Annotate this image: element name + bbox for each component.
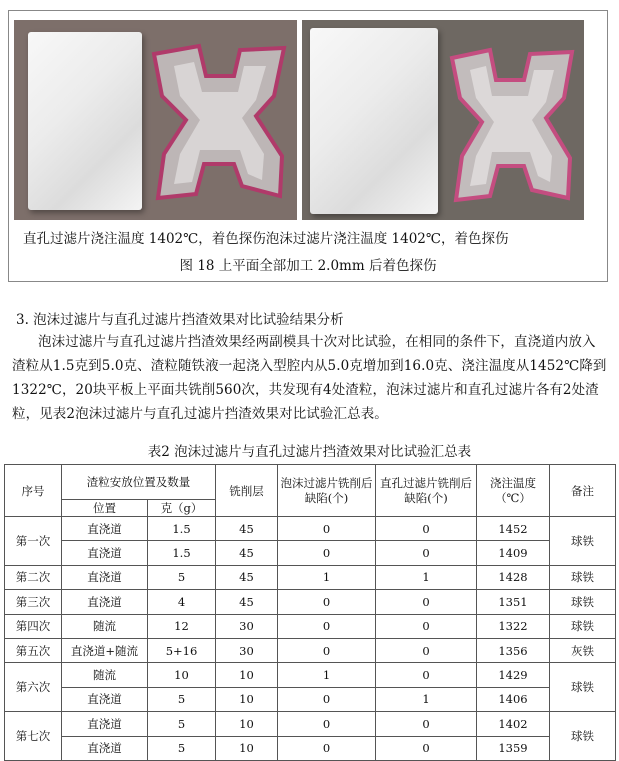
cell-foam-defect: 0 [278, 736, 376, 760]
cell-milling: 30 [216, 638, 278, 662]
header-slag-group: 渣粒安放位置及数量 [62, 465, 216, 500]
photo-straight-hole-filter-casting [14, 20, 297, 220]
table-row [5, 614, 616, 638]
cell-straight-defect: 0 [376, 590, 477, 614]
cell-temp: 1428 [477, 565, 550, 589]
plate-slab [310, 28, 438, 214]
table-row [5, 736, 616, 760]
cell-seq: 第五次 [5, 638, 62, 662]
header-note: 备注 [550, 465, 616, 517]
plate-slab [28, 32, 142, 210]
x-shaped-casting [144, 36, 294, 216]
cell-seq: 第二次 [5, 565, 62, 589]
table-row [5, 687, 616, 711]
cell-grams: 5 [148, 712, 216, 736]
cell-temp: 1402 [477, 712, 550, 736]
header-position: 位置 [62, 500, 148, 517]
cell-note: 球铁 [550, 663, 616, 712]
cell-foam-defect: 0 [278, 614, 376, 638]
table-row [5, 517, 616, 541]
header-seq: 序号 [5, 465, 62, 517]
cell-position: 随流 [62, 663, 148, 687]
cell-seq: 第七次 [5, 712, 62, 761]
cell-position: 随流 [62, 614, 148, 638]
cell-milling: 45 [216, 541, 278, 565]
cell-seq: 第三次 [5, 590, 62, 614]
cell-straight-defect: 0 [376, 517, 477, 541]
cell-foam-defect: 1 [278, 565, 376, 589]
cell-milling: 30 [216, 614, 278, 638]
cell-straight-defect: 0 [376, 541, 477, 565]
cell-note: 球铁 [550, 565, 616, 589]
figure-photo-captions: 直孔过滤片浇注温度 1402℃，着色探伤泡沫过滤片浇注温度 1402℃，着色探伤 [23, 231, 509, 247]
table-row [5, 712, 616, 736]
cell-position: 直浇道 [62, 541, 148, 565]
table-row [5, 565, 616, 589]
cell-milling: 10 [216, 736, 278, 760]
cell-note: 球铁 [550, 712, 616, 761]
cell-straight-defect: 0 [376, 736, 477, 760]
cell-foam-defect: 0 [278, 638, 376, 662]
cell-note: 球铁 [550, 614, 616, 638]
cell-position: 直浇道 [62, 590, 148, 614]
cell-straight-defect: 0 [376, 638, 477, 662]
cell-straight-defect: 0 [376, 712, 477, 736]
cell-grams: 5 [148, 565, 216, 589]
cell-position: 直浇道 [62, 565, 148, 589]
cell-position: 直浇道+随流 [62, 638, 148, 662]
cell-foam-defect: 1 [278, 663, 376, 687]
cell-milling: 45 [216, 517, 278, 541]
cell-seq: 第一次 [5, 517, 62, 566]
cell-straight-defect: 0 [376, 663, 477, 687]
summary-table [4, 464, 616, 761]
table-row [5, 663, 616, 687]
cell-position: 直浇道 [62, 687, 148, 711]
cell-grams: 5 [148, 736, 216, 760]
cell-temp: 1452 [477, 517, 550, 541]
cell-grams: 10 [148, 663, 216, 687]
cell-temp: 1322 [477, 614, 550, 638]
cell-foam-defect: 0 [278, 541, 376, 565]
cell-foam-defect: 0 [278, 517, 376, 541]
cell-temp: 1356 [477, 638, 550, 662]
cell-temp: 1359 [477, 736, 550, 760]
table-row [5, 541, 616, 565]
table-title: 表2 泡沫过滤片与直孔过滤片挡渣效果对比试验汇总表 [147, 444, 472, 460]
table-row [5, 638, 616, 662]
header-straight-defect: 直孔过滤片铣削后缺陷(个) [376, 465, 477, 517]
section-paragraph: 泡沫过滤片与直孔过滤片挡渣效果经两副模具十次对比试验，在相同的条件下，直浇道内放入渣粒从1.5克到5.0克、渣粒随铁液一起浇入型腔内从5.0克增加到16.0克、浇注温度从1452℃降到1322℃，20块平板上平面共铣削560次，共发现有4处渣粒，泡沫过滤片和直孔过滤片各有2处渣粒，见表2泡沫过滤片与直孔过滤片挡渣效果对比试验汇总表。 [12, 334, 607, 422]
cell-temp: 1409 [477, 541, 550, 565]
cell-note: 灰铁 [550, 638, 616, 662]
header-temp: 浇注温度（℃） [477, 465, 550, 517]
cell-straight-defect: 1 [376, 687, 477, 711]
figure-18 [8, 10, 608, 282]
cell-seq: 第六次 [5, 663, 62, 712]
table-body [5, 517, 616, 761]
cell-milling: 10 [216, 663, 278, 687]
header-milling: 铣削层 [216, 465, 278, 517]
cell-temp: 1406 [477, 687, 550, 711]
cell-temp: 1429 [477, 663, 550, 687]
cell-position: 直浇道 [62, 736, 148, 760]
cell-grams: 5 [148, 687, 216, 711]
cell-straight-defect: 1 [376, 565, 477, 589]
cell-milling: 10 [216, 712, 278, 736]
cell-foam-defect: 0 [278, 687, 376, 711]
cell-milling: 45 [216, 590, 278, 614]
cell-temp: 1351 [477, 590, 550, 614]
cell-position: 直浇道 [62, 517, 148, 541]
cell-grams: 5+16 [148, 638, 216, 662]
cell-grams: 1.5 [148, 517, 216, 541]
cell-milling: 10 [216, 687, 278, 711]
cell-milling: 45 [216, 565, 278, 589]
cell-seq: 第四次 [5, 614, 62, 638]
cell-grams: 4 [148, 590, 216, 614]
header-foam-defect: 泡沫过滤片铣削后缺陷(个) [278, 465, 376, 517]
x-shaped-casting [440, 38, 584, 216]
cell-grams: 1.5 [148, 541, 216, 565]
header-grams: 克（g） [148, 500, 216, 517]
photo-foam-filter-casting [302, 20, 584, 220]
figure-title: 图 18 上平面全部加工 2.0mm 后着色探伤 [179, 258, 437, 274]
cell-foam-defect: 0 [278, 712, 376, 736]
cell-position: 直浇道 [62, 712, 148, 736]
cell-foam-defect: 0 [278, 590, 376, 614]
cell-grams: 12 [148, 614, 216, 638]
section-heading: 3. 泡沫过滤片与直孔过滤片挡渣效果对比试验结果分析 [16, 312, 344, 328]
cell-straight-defect: 0 [376, 614, 477, 638]
cell-note: 球铁 [550, 517, 616, 566]
table-row [5, 590, 616, 614]
cell-note: 球铁 [550, 590, 616, 614]
